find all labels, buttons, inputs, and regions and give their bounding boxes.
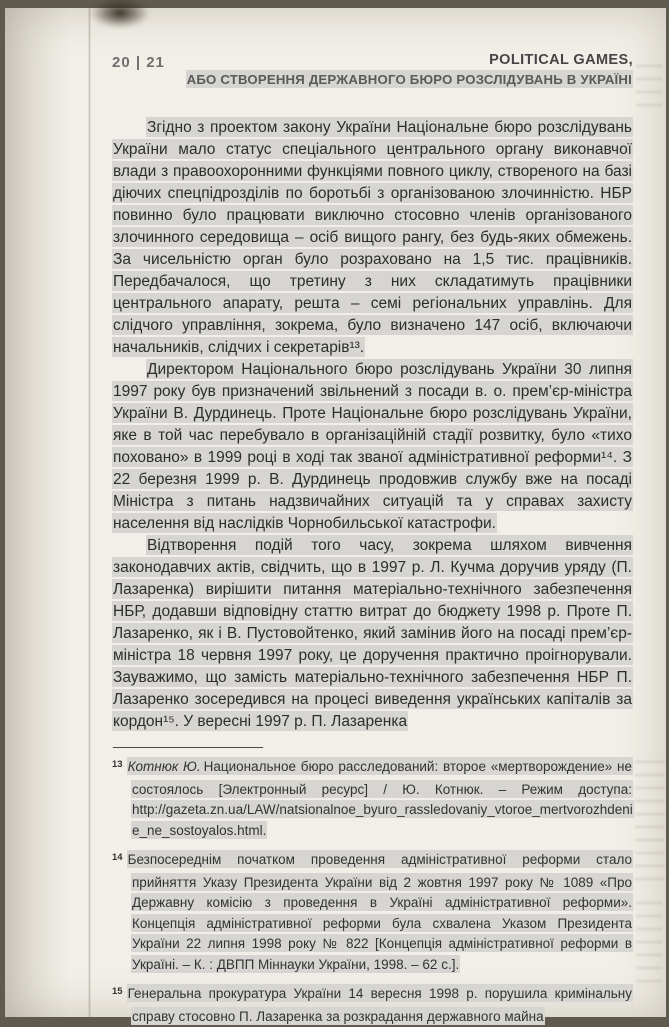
print-bleedthrough-artifact [636,60,662,106]
footnote [112,850,633,975]
footnote [112,757,633,841]
paragraph-text: Відтворення подій того часу, зокрема шляхом вивчення законодавчих актів, свідчить, що в 1997 р. Л. Кучма доручив уряду (П. Лазаренка) вирішити питання матеріально-технічного забезпечення НБР, додавши відповідну статтю витрат до бюджету 1998 р. Проте П. Лазаренко, як і В. Пустовойтенко, який замінив його на посаді прем’єр-міністра 18 червня 1997 року, це доручення практично проігнорували. Зауважимо, що замість матеріально-технічного забезпечення НБР П. Лазаренко зосередився на процесі виведення українських капіталів за кордон¹⁵. У вересні 1997 р. П. Лазаренка [113,537,632,730]
gutter-fold-line [88,8,91,1017]
page-number: 20 | 21 [112,54,165,71]
footnote-marker: 15 [112,986,123,997]
scanned-book-page [5,8,666,1024]
paragraph [112,535,633,733]
footnotes [112,757,633,1027]
footnote [112,984,633,1027]
footnote-marker: 14 [112,852,123,863]
footnote-text: Безпосереднім початком проведення адміністративної реформи стало прийняття Указу Президента України від 2 жовтня 1997 року № 1089 «Про Державну комісію з проведення в Україні адміністративної реформи». Концепція адміністративної реформи була схвалена Указом Президента України 22 липня 1998 року № 822 [Концепція адміністративної реформи в Україні. – К. : ДВПП Міннауки України, 1998. – 62 с.]. [127,852,632,972]
footnote-marker: 13 [112,759,123,770]
footnote-separator [113,747,263,748]
footnote-author: Котнюк Ю. [127,759,201,774]
page-content [112,52,633,1027]
chapter-title-line-1: POLITICAL GAMES, [489,52,633,68]
paragraph-text: Згідно з проектом закону України Національне бюро розслідувань України мало статус спеціального центрального органу виконавчої влади з правоохоронними функціями повного циклу, створеного на базі діючих спецпідрозділів по боротьбі з організованою злочинністю. НБР повинно було працювати виключно стосовно членів організованого злочинного середовища – осіб вищого рангу, без будь-яких обмежень. За чисельністю орган було розраховано на 1,5 тис. працівників. Передбачалося, що третину з них складатимуть працівники центрального апарату, решта – семі регіональних управлінь. Для слідчого управління, зокрема, було визначено 147 осіб, включаючи начальників, слідчих і секретарів¹³. [113,119,632,356]
paragraph [112,359,633,535]
gutter-shading [5,8,85,1017]
body-text [112,117,633,733]
footnote-text: Генеральна прокуратура України 14 вересня 1998 р. порушила кримінальну справу стосовно П. Лазаренка за розкрадання державного майна [127,986,632,1024]
print-bleedthrough-artifact [635,750,665,880]
chapter-title-highlight: АБО СТВОРЕННЯ ДЕРЖАВНОГО БЮРО РОЗСЛІДУВАНЬ В УКРАЇНІ [186,72,632,87]
chapter-title-block [186,52,633,87]
print-bleedthrough-artifact [636,896,662,982]
paragraph-text: Директором Національного бюро розслідувань України 30 липня 1997 року був призначений звільнений з посади в. о. прем’єр-міністра України В. Дурдинець. Проте Національне бюро розслідувань України, яке в той час перебувало в організаційній стадії розвитку, було «тихо поховано» в 1999 році в ході так званої адміністративної реформи¹⁴. З 22 березня 1999 р. В. Дурдинець продовжив службу вже на посаді Міністра з питань надзвичайних ситуацій та у справах захисту населення від наслідків Чорнобильської катастрофи. [113,361,632,532]
paragraph [112,117,633,359]
chapter-title-line-2 [186,72,633,87]
scan-corner-smudge [91,0,149,28]
page-header [112,52,633,87]
footnote-text: Национальное бюро расследований: второе «мертворождение» не состоялось [Электронный ресурс] / Ю. Котнюк. – Режим доступа: http://gazeta.zn.ua/LAW/natsionalnoe_byuro_rassledovaniy_vtoroe_mertvorozhdenie_ne_sostoyalos.html. [132,759,633,838]
